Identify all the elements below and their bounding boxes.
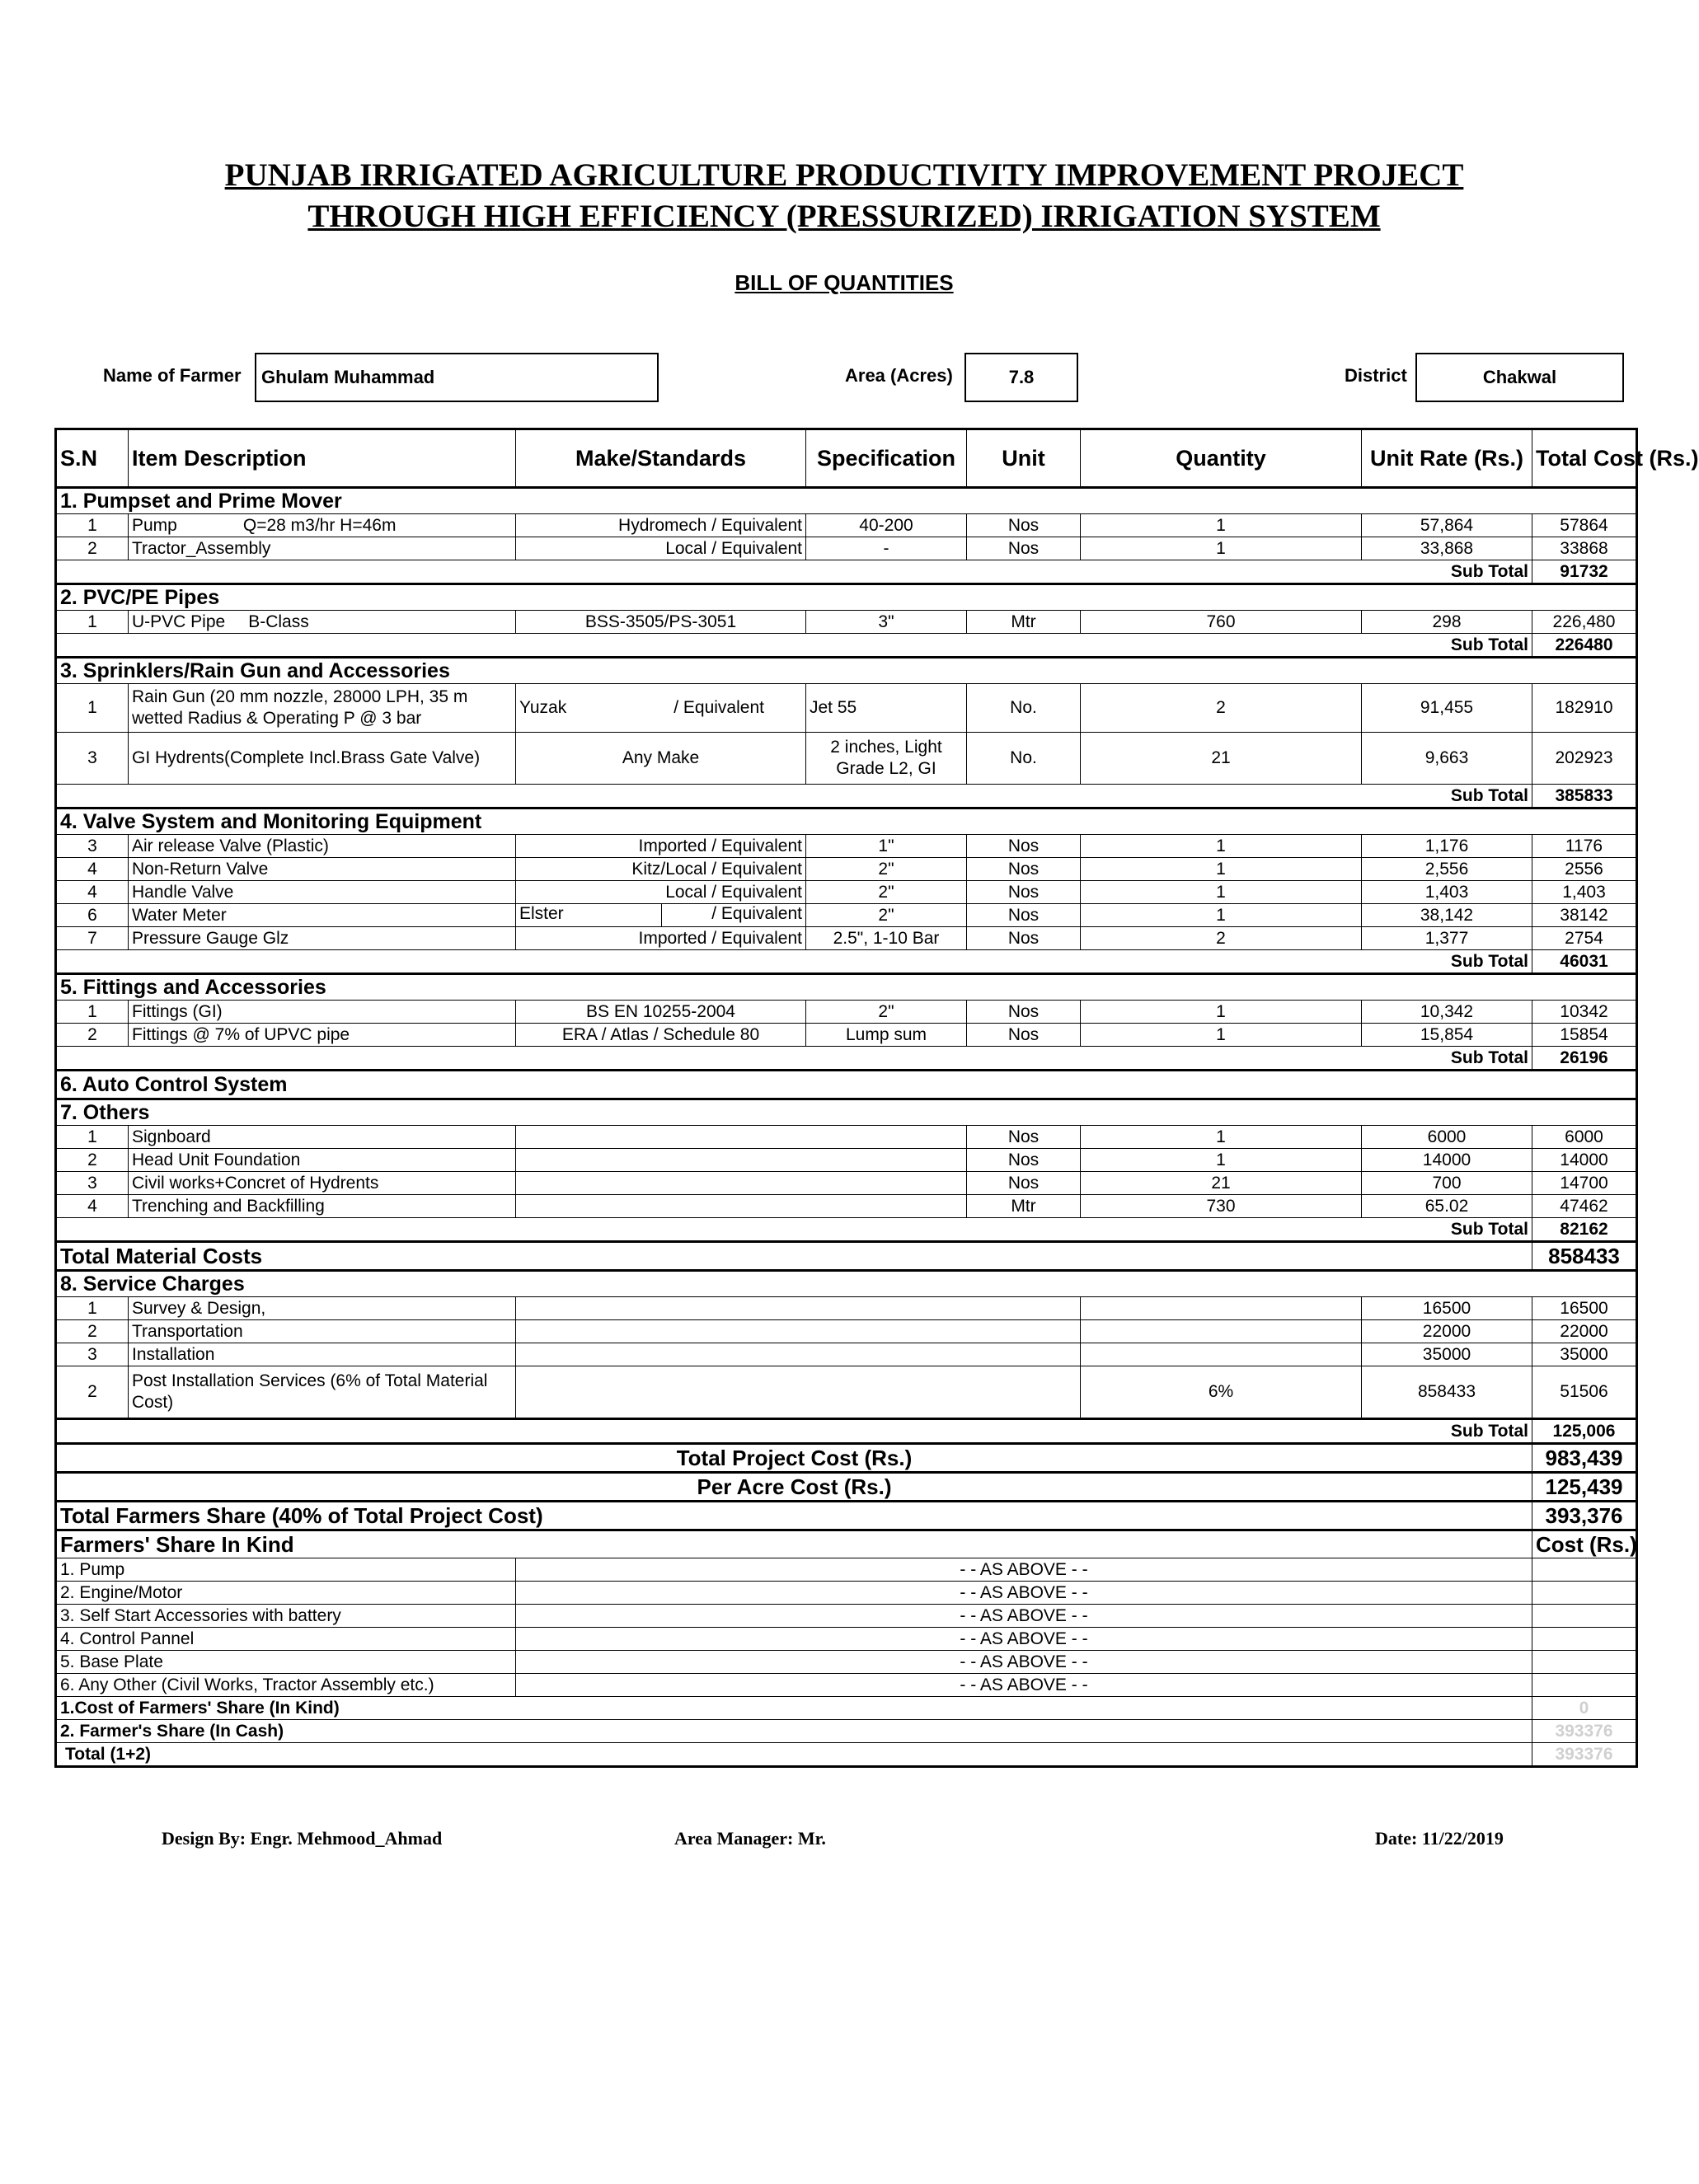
cell-desc-detail: B-Class [248, 612, 309, 631]
total-project-value: 983,439 [1532, 1444, 1637, 1473]
cell-desc: Signboard [129, 1126, 516, 1149]
cell-make-brand: Local [665, 882, 707, 902]
total-material-value: 858433 [1532, 1242, 1637, 1271]
as-above-text: - - AS ABOVE - - [516, 1674, 1532, 1697]
cell-unit: Nos [967, 927, 1081, 950]
cell-desc [129, 611, 516, 634]
section-header [56, 488, 1637, 514]
cell-total: 14700 [1532, 1172, 1637, 1195]
cell-unit: Nos [967, 904, 1081, 927]
cell-desc: GI Hydrents(Complete Incl.Brass Gate Valve) [129, 733, 516, 785]
table-row [56, 514, 1637, 537]
cell-spec: 40-200 [806, 514, 967, 537]
cell-sn: 1 [56, 1126, 129, 1149]
cell-unit: Mtr [967, 1195, 1081, 1218]
table-row [56, 1297, 1637, 1320]
cell-rate: 1,403 [1362, 881, 1532, 904]
cell-qty: 730 [1081, 1195, 1362, 1218]
cell-desc: Air release Valve (Plastic) [129, 835, 516, 858]
subtotal-label: Sub Total [56, 634, 1532, 658]
cell-make-equivalent: / Equivalent [711, 882, 802, 902]
farmers-share-value: 393,376 [1532, 1502, 1637, 1530]
cell-desc-main: Pump [132, 515, 177, 535]
cell-unit: No. [967, 733, 1081, 785]
cell-total: 1176 [1532, 835, 1637, 858]
cell-make-equivalent: / Equivalent [711, 836, 802, 855]
cell-total: 51506 [1532, 1366, 1637, 1419]
cell-unit: Nos [967, 1126, 1081, 1149]
cell-make-brand: Hydromech [618, 515, 707, 535]
farmer-name-label: Name of Farmer [103, 365, 242, 386]
table-row [56, 537, 1637, 560]
total-project-row [56, 1444, 1637, 1473]
cost-in-kind-value: 0 [1532, 1697, 1637, 1720]
cell-desc: Transportation [129, 1320, 516, 1343]
table-row [56, 1366, 1637, 1419]
section-title: 5. Fittings and Accessories [56, 974, 1637, 1001]
in-kind-item: 4. Control Pannel [56, 1628, 516, 1651]
cell-desc: Fittings @ 7% of UPVC pipe [129, 1024, 516, 1047]
cell-spec: Jet 55 [806, 684, 967, 733]
cell-sn: 3 [56, 733, 129, 785]
cell-sn: 4 [56, 881, 129, 904]
table-row [56, 684, 1637, 733]
table-row [56, 733, 1637, 785]
grand-total-value: 393376 [1532, 1743, 1637, 1767]
as-above-text: - - AS ABOVE - - [516, 1628, 1532, 1651]
section-title: 8. Service Charges [56, 1271, 1637, 1297]
subtotal-label: Sub Total [56, 950, 1532, 974]
in-kind-item-row [56, 1558, 1637, 1582]
cell-unit: Nos [967, 537, 1081, 560]
cell-spec: 3" [806, 611, 967, 634]
cell-rate: 1,176 [1362, 835, 1532, 858]
section-header [56, 658, 1637, 684]
cell-unit: Nos [967, 514, 1081, 537]
area-field[interactable]: 7.8 [964, 353, 1078, 402]
cell-sn: 4 [56, 858, 129, 881]
cell-sn: 3 [56, 1343, 129, 1366]
cell-total: 16500 [1532, 1297, 1637, 1320]
cell-make-equivalent: / Equivalent [711, 515, 802, 535]
design-by: Design By: Engr. Mehmood_Ahmad [162, 1828, 443, 1849]
section-header [56, 1271, 1637, 1297]
grand-total-label: Total (1+2) [56, 1743, 1532, 1767]
cell-unit: No. [967, 684, 1081, 733]
section-title: 7. Others [56, 1099, 1637, 1126]
cell-rate: 33,868 [1362, 537, 1532, 560]
as-above-text: - - AS ABOVE - - [516, 1558, 1532, 1582]
section-title: 6. Auto Control System [56, 1071, 1637, 1099]
table-row [56, 1149, 1637, 1172]
cell-unit: Nos [967, 1172, 1081, 1195]
cell-rate: 35000 [1362, 1343, 1532, 1366]
cell-total: 2754 [1532, 927, 1637, 950]
cash-share-value: 393376 [1532, 1720, 1637, 1743]
table-row [56, 858, 1637, 881]
cell-make [516, 1126, 967, 1149]
farmers-share-label: Total Farmers Share (40% of Total Project Cost) [56, 1502, 1532, 1530]
cell-sn: 3 [56, 1172, 129, 1195]
col-sn: S.N [56, 429, 129, 488]
cell-sn: 2 [56, 1149, 129, 1172]
in-kind-item-row [56, 1674, 1637, 1697]
in-kind-cost [1532, 1628, 1637, 1651]
cell-make [516, 1320, 1081, 1343]
cell-sn: 3 [56, 835, 129, 858]
cell-desc: Head Unit Foundation [129, 1149, 516, 1172]
cell-make-equivalent: / Equivalent [711, 859, 802, 879]
cell-spec: 2.5", 1-10 Bar [806, 927, 967, 950]
cell-desc: Post Installation Services (6% of Total Material Cost) [129, 1366, 516, 1419]
cell-qty: 1 [1081, 904, 1362, 927]
cell-sn: 1 [56, 1297, 129, 1320]
in-kind-title: Farmers' Share In Kind [56, 1530, 1532, 1558]
cell-qty: 760 [1081, 611, 1362, 634]
cell-rate: 38,142 [1362, 904, 1532, 927]
cell-sn: 6 [56, 904, 129, 927]
cost-in-kind-row [56, 1697, 1637, 1720]
cell-desc: Survey & Design, [129, 1297, 516, 1320]
table-row [56, 927, 1637, 950]
cell-sn: 2 [56, 1366, 129, 1419]
cell-total: 202923 [1532, 733, 1637, 785]
cell-make-brand: Yuzak [519, 698, 567, 717]
district-label: District [1345, 365, 1407, 386]
cell-sn: 2 [56, 537, 129, 560]
col-specification: Specification [806, 429, 967, 488]
cell-desc-detail: Q=28 m3/hr H=46m [242, 515, 397, 535]
cell-desc: Tractor_Assembly [129, 537, 516, 560]
cell-qty: 1 [1081, 835, 1362, 858]
cell-desc: Fittings (GI) [129, 1001, 516, 1024]
cell-make [516, 1195, 967, 1218]
table-row [56, 1172, 1637, 1195]
cell-make: BSS-3505/PS-3051 [516, 611, 806, 634]
cell-total: 1,403 [1532, 881, 1637, 904]
total-material-row [56, 1242, 1637, 1271]
total-project-label: Total Project Cost (Rs.) [56, 1444, 1532, 1473]
in-kind-item: 6. Any Other (Civil Works, Tractor Assembly etc.) [56, 1674, 516, 1697]
cell-make [516, 514, 806, 537]
subtotal-value: 82162 [1532, 1218, 1637, 1242]
cell-spec: 2 inches, Light Grade L2, GI [806, 733, 967, 785]
subtotal-value: 385833 [1532, 785, 1637, 808]
as-above-text: - - AS ABOVE - - [516, 1651, 1532, 1674]
cell-unit: Nos [967, 1149, 1081, 1172]
cell-rate: 1,377 [1362, 927, 1532, 950]
cell-sn: 1 [56, 514, 129, 537]
subtotal-value: 226480 [1532, 634, 1637, 658]
cell-make [516, 881, 806, 904]
cell-total: 38142 [1532, 904, 1637, 927]
area-manager: Area Manager: Mr. [674, 1828, 826, 1849]
in-kind-cost [1532, 1582, 1637, 1605]
cell-make-brand: Local [665, 538, 707, 558]
cell-qty: 2 [1081, 684, 1362, 733]
document-title-line2: THROUGH HIGH EFFICIENCY (PRESSURIZED) IRRIGATION SYSTEM [307, 199, 1381, 234]
cell-total: 182910 [1532, 684, 1637, 733]
cell-total: 33868 [1532, 537, 1637, 560]
col-unit-rate: Unit Rate (Rs.) [1362, 429, 1532, 488]
cell-qty: 1 [1081, 1126, 1362, 1149]
table-row [56, 904, 1637, 927]
col-total-cost: Total Cost (Rs.) [1532, 429, 1637, 488]
cell-make [516, 904, 806, 927]
table-row [56, 1320, 1637, 1343]
table-row [56, 881, 1637, 904]
subtotal-label: Sub Total [56, 560, 1532, 584]
in-kind-cost-header: Cost (Rs.) [1532, 1530, 1637, 1558]
cell-spec: 1" [806, 835, 967, 858]
cell-rate: 2,556 [1362, 858, 1532, 881]
cell-make [516, 1149, 967, 1172]
in-kind-item: 3. Self Start Accessories with battery [56, 1605, 516, 1628]
in-kind-cost [1532, 1558, 1637, 1582]
in-kind-item: 5. Base Plate [56, 1651, 516, 1674]
cell-qty: 1 [1081, 1149, 1362, 1172]
cell-desc: Handle Valve [129, 881, 516, 904]
subtotal-label: Sub Total [56, 1218, 1532, 1242]
subtotal-row [56, 1047, 1637, 1071]
cell-total: 226,480 [1532, 611, 1637, 634]
cell-total: 22000 [1532, 1320, 1637, 1343]
cell-unit: Nos [967, 1001, 1081, 1024]
in-kind-item-row [56, 1582, 1637, 1605]
section-title: 3. Sprinklers/Rain Gun and Accessories [56, 658, 1637, 684]
cell-spec: - [806, 537, 967, 560]
per-acre-label: Per Acre Cost (Rs.) [56, 1473, 1532, 1502]
per-acre-row [56, 1473, 1637, 1502]
cell-total: 14000 [1532, 1149, 1637, 1172]
cell-make: BS EN 10255-2004 [516, 1001, 806, 1024]
table-row [56, 1195, 1637, 1218]
cell-rate: 22000 [1362, 1320, 1532, 1343]
cell-desc: Rain Gun (20 mm nozzle, 28000 LPH, 35 m wetted Radius & Operating P @ 3 bar [129, 684, 516, 733]
district-field[interactable]: Chakwal [1415, 353, 1624, 402]
cell-spec: 2" [806, 1001, 967, 1024]
cell-spec: 2" [806, 858, 967, 881]
cell-qty: 1 [1081, 514, 1362, 537]
cell-make-equivalent: / Equivalent [711, 538, 802, 558]
subtotal-value: 125,006 [1532, 1419, 1637, 1444]
table-row [56, 1343, 1637, 1366]
cell-rate: 9,663 [1362, 733, 1532, 785]
section-title: 4. Valve System and Monitoring Equipment [56, 808, 1637, 835]
cell-qty [1081, 1297, 1362, 1320]
cell-qty: 1 [1081, 881, 1362, 904]
cell-make [516, 1172, 967, 1195]
col-make-standards: Make/Standards [516, 429, 806, 488]
cell-make [516, 835, 806, 858]
cell-rate: 15,854 [1362, 1024, 1532, 1047]
cell-make-equivalent: / Equivalent [673, 698, 764, 717]
farmer-name-field[interactable]: Ghulam Muhammad [255, 353, 659, 402]
cell-make-brand: Kitz/Local [631, 859, 707, 879]
cell-make [516, 927, 806, 950]
cell-rate: 6000 [1362, 1126, 1532, 1149]
cell-rate: 14000 [1362, 1149, 1532, 1172]
cell-desc [129, 514, 516, 537]
column-header-row [56, 429, 1637, 488]
section-title: 2. PVC/PE Pipes [56, 584, 1637, 611]
cell-total: 35000 [1532, 1343, 1637, 1366]
document-title-line1: PUNJAB IRRIGATED AGRICULTURE PRODUCTIVITY IMPROVEMENT PROJECT [224, 157, 1464, 193]
cash-share-label: 2. Farmer's Share (In Cash) [56, 1720, 1532, 1743]
cell-unit: Nos [967, 858, 1081, 881]
cell-make [516, 684, 806, 733]
cell-rate: 16500 [1362, 1297, 1532, 1320]
total-material-label: Total Material Costs [56, 1242, 1532, 1271]
cell-qty: 1 [1081, 537, 1362, 560]
cell-sn: 7 [56, 927, 129, 950]
cell-make-brand: Imported [638, 928, 707, 948]
cell-desc: Pressure Gauge Glz [129, 927, 516, 950]
cell-make [516, 1343, 1081, 1366]
subtotal-label: Sub Total [56, 1419, 1532, 1444]
cell-rate: 10,342 [1362, 1001, 1532, 1024]
cash-share-row [56, 1720, 1637, 1743]
cell-desc: Trenching and Backfilling [129, 1195, 516, 1218]
cell-total: 57864 [1532, 514, 1637, 537]
cell-total: 47462 [1532, 1195, 1637, 1218]
as-above-text: - - AS ABOVE - - [516, 1605, 1532, 1628]
cell-rate: 91,455 [1362, 684, 1532, 733]
cell-sn: 2 [56, 1024, 129, 1047]
subtotal-row [56, 785, 1637, 808]
subtotal-value: 91732 [1532, 560, 1637, 584]
cell-sn: 4 [56, 1195, 129, 1218]
subtotal-label: Sub Total [56, 1047, 1532, 1071]
cell-make: Any Make [516, 733, 806, 785]
col-item-description: Item Description [129, 429, 516, 488]
cell-desc-main: U-PVC Pipe [132, 612, 226, 631]
farmers-share-row [56, 1502, 1637, 1530]
in-kind-item: 1. Pump [56, 1558, 516, 1582]
cell-qty: 6% [1081, 1366, 1362, 1419]
subtotal-row [56, 634, 1637, 658]
cell-qty: 21 [1081, 1172, 1362, 1195]
cell-qty: 2 [1081, 927, 1362, 950]
area-label: Area (Acres) [845, 365, 953, 386]
cell-qty [1081, 1343, 1362, 1366]
document-date: Date: 11/22/2019 [1375, 1828, 1504, 1849]
cell-qty [1081, 1320, 1362, 1343]
cell-unit: Mtr [967, 611, 1081, 634]
cell-rate: 700 [1362, 1172, 1532, 1195]
cell-sn: 1 [56, 684, 129, 733]
table-row [56, 611, 1637, 634]
cell-qty: 1 [1081, 1001, 1362, 1024]
section-header [56, 1099, 1637, 1126]
document-subtitle: BILL OF QUANTITIES [735, 270, 954, 295]
subtotal-value: 26196 [1532, 1047, 1637, 1071]
cell-sn: 1 [56, 1001, 129, 1024]
in-kind-cost [1532, 1605, 1637, 1628]
cell-make [516, 1297, 1081, 1320]
section-header [56, 584, 1637, 611]
section-header [56, 1071, 1637, 1099]
cell-total: 2556 [1532, 858, 1637, 881]
per-acre-value: 125,439 [1532, 1473, 1637, 1502]
cell-total: 10342 [1532, 1001, 1637, 1024]
cell-sn: 2 [56, 1320, 129, 1343]
subtotal-row [56, 950, 1637, 974]
subtotal-row [56, 1218, 1637, 1242]
bill-of-quantities-table [54, 428, 1699, 1768]
cell-desc: Installation [129, 1343, 516, 1366]
col-unit: Unit [967, 429, 1081, 488]
table-row [56, 835, 1637, 858]
cell-rate: 57,864 [1362, 514, 1532, 537]
section-header [56, 808, 1637, 835]
in-kind-item-row [56, 1651, 1637, 1674]
cell-unit: Nos [967, 1024, 1081, 1047]
cell-qty: 21 [1081, 733, 1362, 785]
cell-spec: Lump sum [806, 1024, 967, 1047]
in-kind-cost [1532, 1651, 1637, 1674]
table-row [56, 1001, 1637, 1024]
section-header [56, 974, 1637, 1001]
cell-make-brand: Elster [516, 904, 662, 926]
cell-qty: 1 [1081, 1024, 1362, 1047]
in-kind-item-row [56, 1605, 1637, 1628]
cell-make-equivalent: / Equivalent [711, 904, 802, 923]
cell-make-equivalent: / Equivalent [711, 928, 802, 948]
cell-desc: Water Meter [129, 904, 516, 927]
cell-sn: 1 [56, 611, 129, 634]
in-kind-item: 2. Engine/Motor [56, 1582, 516, 1605]
cell-desc: Non-Return Valve [129, 858, 516, 881]
cell-make [516, 1366, 1081, 1419]
subtotal-label: Sub Total [56, 785, 1532, 808]
cell-spec: 2" [806, 881, 967, 904]
subtotal-value: 46031 [1532, 950, 1637, 974]
in-kind-header-row [56, 1530, 1637, 1558]
cell-total: 6000 [1532, 1126, 1637, 1149]
cell-make [516, 537, 806, 560]
subtotal-row [56, 1419, 1637, 1444]
cell-unit: Nos [967, 835, 1081, 858]
cell-unit: Nos [967, 881, 1081, 904]
cell-rate: 65.02 [1362, 1195, 1532, 1218]
table-row [56, 1126, 1637, 1149]
in-kind-item-row [56, 1628, 1637, 1651]
cell-rate: 858433 [1362, 1366, 1532, 1419]
cell-make: ERA / Atlas / Schedule 80 [516, 1024, 806, 1047]
cell-desc: Civil works+Concret of Hydrents [129, 1172, 516, 1195]
cell-rate: 298 [1362, 611, 1532, 634]
as-above-text: - - AS ABOVE - - [516, 1582, 1532, 1605]
cell-spec: 2" [806, 904, 967, 927]
cell-qty: 1 [1081, 858, 1362, 881]
section-title: 1. Pumpset and Prime Mover [56, 488, 1637, 514]
grand-total-row [56, 1743, 1637, 1767]
table-row [56, 1024, 1637, 1047]
subtotal-row [56, 560, 1637, 584]
cell-make [516, 858, 806, 881]
in-kind-cost [1532, 1674, 1637, 1697]
cell-make-brand: Imported [638, 836, 707, 855]
col-quantity: Quantity [1081, 429, 1362, 488]
cell-total: 15854 [1532, 1024, 1637, 1047]
cost-in-kind-label: 1.Cost of Farmers' Share (In Kind) [56, 1697, 1532, 1720]
